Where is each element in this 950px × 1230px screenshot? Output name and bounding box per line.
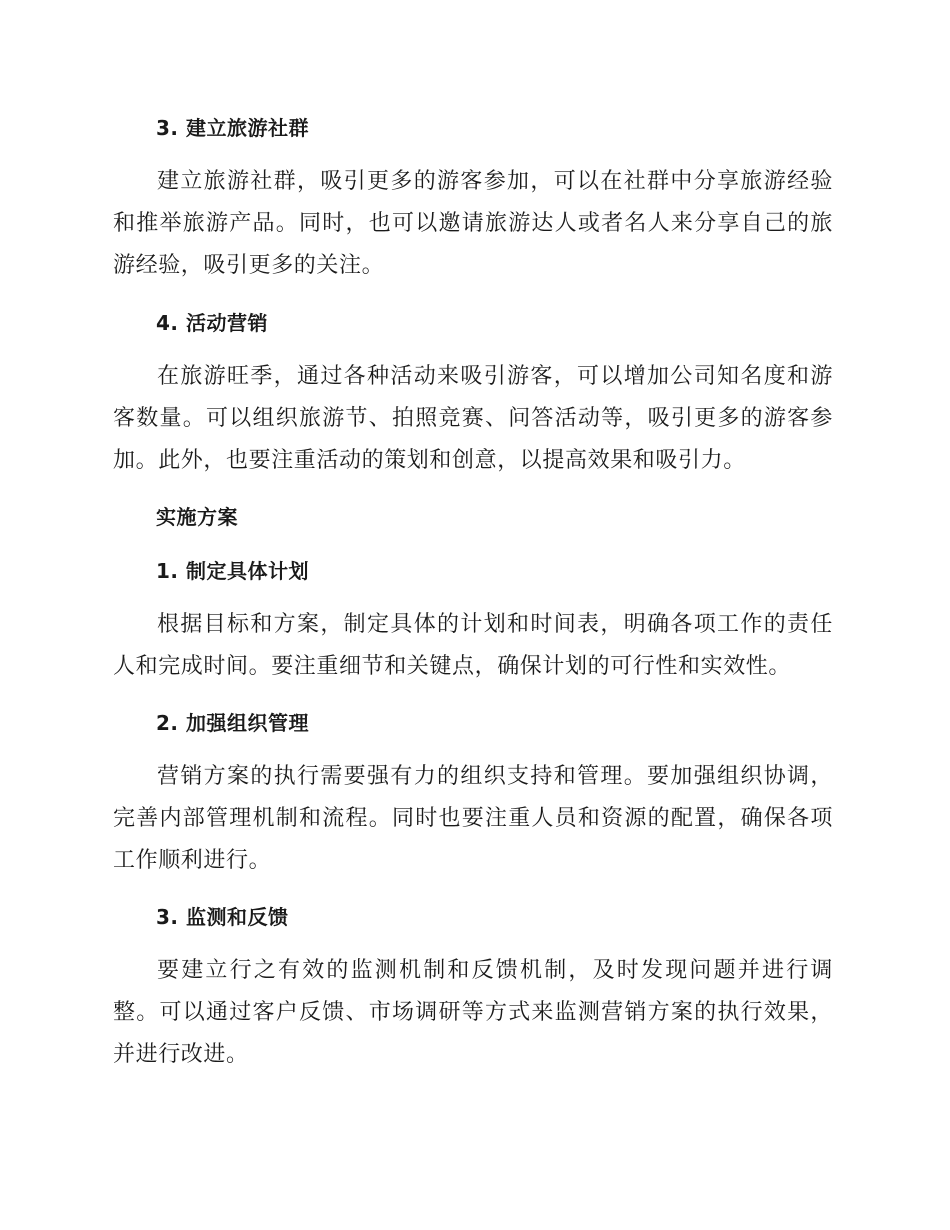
paragraph-community: 建立旅游社群，吸引更多的游客参加，可以在社群中分享旅游经验和推举旅游产品。同时，也可以邀请旅游达人或者名人来分享自己的旅游经验，吸引更多的关注。 xyxy=(113,169,833,278)
paragraph-organization: 营销方案的执行需要强有力的组织支持和管理。要加强组织协调，完善内部管理机制和流程。同时也要注重人员和资源的配置，确保各项工作顺利进行。 xyxy=(113,764,833,873)
paragraph-activity-marketing: 在旅游旺季，通过各种活动来吸引游客，可以增加公司知名度和游客数量。可以组织旅游节、拍照竞赛、问答活动等，吸引更多的游客参加。此外，也要注重活动的策划和创意，以提高效果和吸引力。 xyxy=(113,364,833,473)
section-heading-activity-marketing: 4. 活动营销 xyxy=(156,311,268,335)
paragraph-plan: 根据目标和方案，制定具体的计划和时间表，明确各项工作的责任人和完成时间。要注重细节和关键点，确保计划的可行性和实效性。 xyxy=(113,612,833,679)
section-heading-implementation: 实施方案 xyxy=(156,505,238,529)
paragraph-monitoring: 要建立行之有效的监测机制和反馈机制，及时发现问题并进行调整。可以通过客户反馈、市场调研等方式来监测营销方案的执行效果，并进行改进。 xyxy=(113,958,833,1067)
section-heading-plan: 1. 制定具体计划 xyxy=(156,559,309,583)
section-heading-organization: 2. 加强组织管理 xyxy=(156,711,309,735)
section-heading-monitoring: 3. 监测和反馈 xyxy=(156,905,289,929)
section-heading-community: 3. 建立旅游社群 xyxy=(156,116,309,140)
